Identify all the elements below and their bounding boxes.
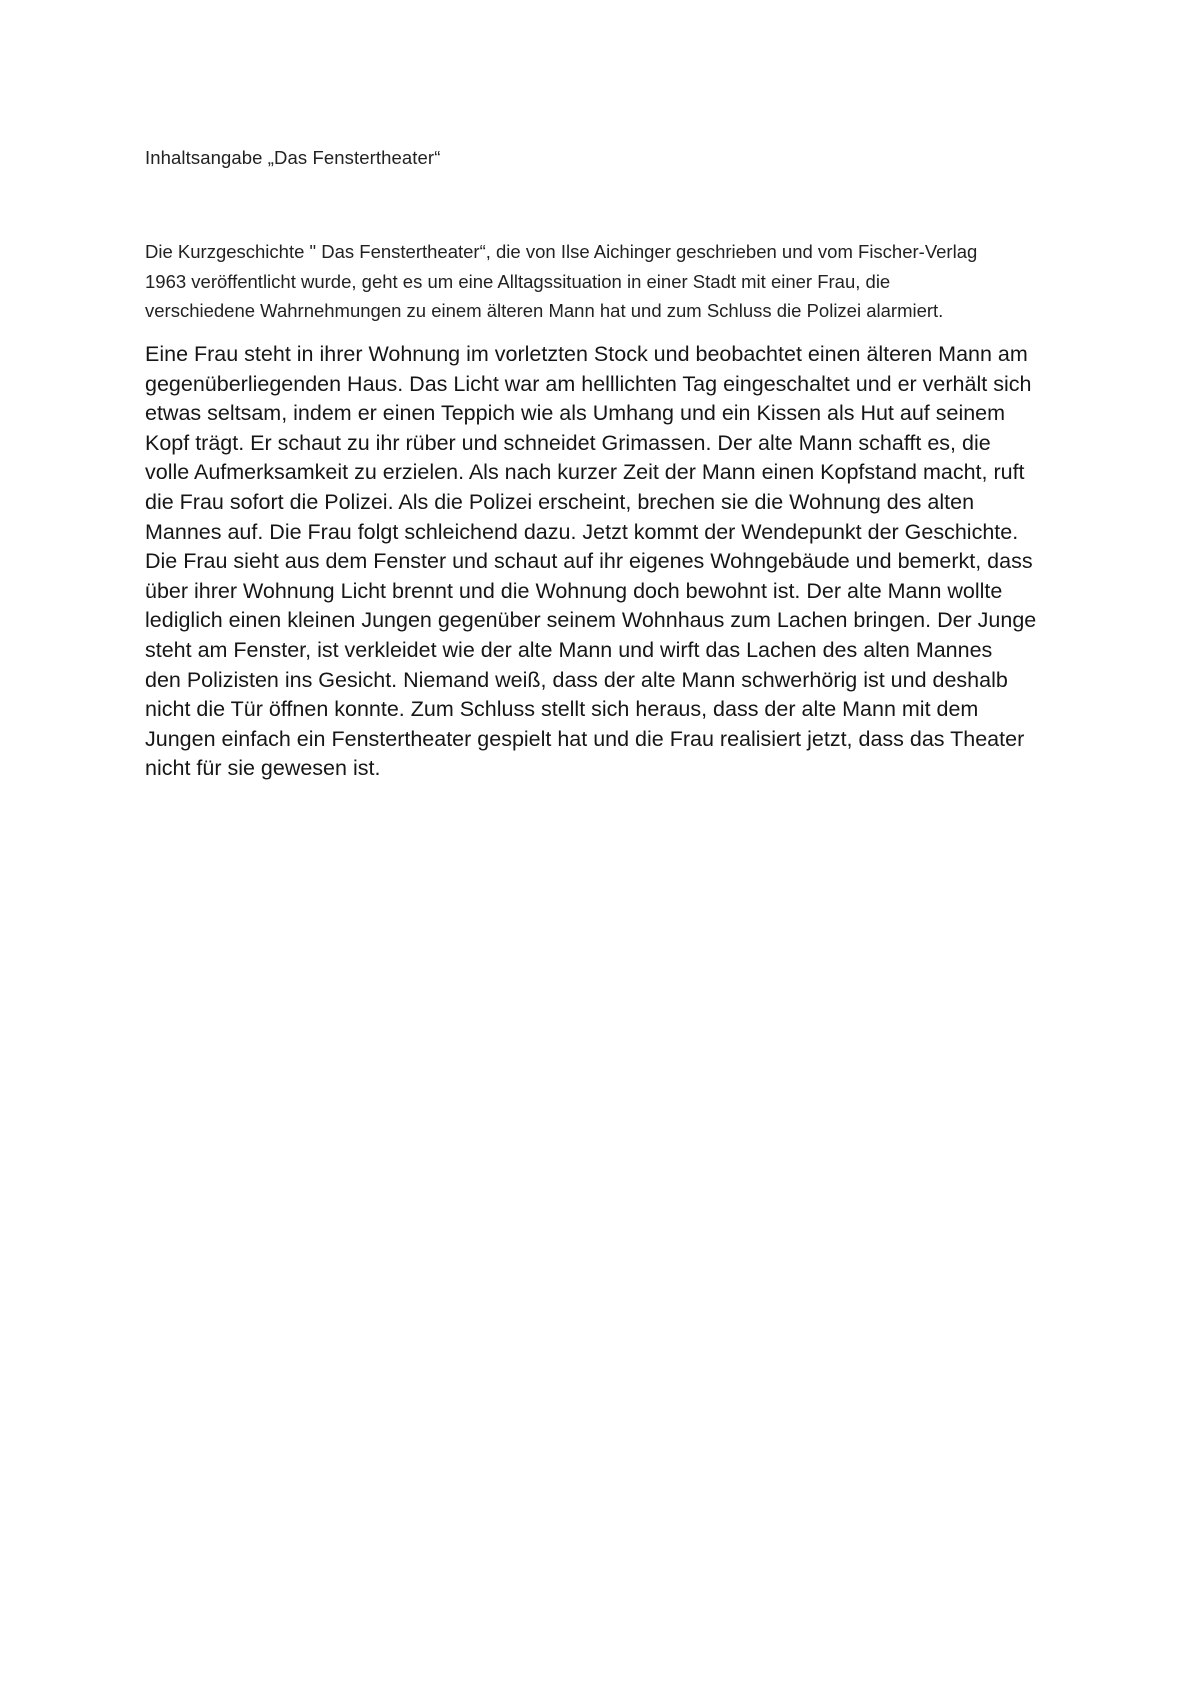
summary-line: steht am Fenster, ist verkleidet wie der alte Mann und wirft das Lachen des alten Mannes: [145, 637, 993, 662]
summary-line: gegenüberliegenden Haus. Das Licht war am helllichten Tag eingeschaltet und er verhält sich: [145, 371, 1032, 396]
summary-line: etwas seltsam, indem er einen Teppich wie als Umhang und ein Kissen als Hut auf seinem: [145, 401, 1006, 426]
summary-line: nicht die Tür öffnen konnte. Zum Schluss stellt sich heraus, dass der alte Mann mit dem: [145, 697, 979, 722]
summary-line: den Polizisten ins Gesicht. Niemand weiß, dass der alte Mann schwerhörig ist und deshalb: [145, 667, 1008, 692]
summary-line: lediglich einen kleinen Jungen gegenüber seinem Wohnhaus zum Lachen bringen. Der Junge: [145, 608, 1037, 633]
summary-line: Mannes auf. Die Frau folgt schleichend dazu. Jetzt kommt der Wendepunkt der Geschichte.: [145, 519, 1019, 544]
summary-line: nicht für sie gewesen ist.: [145, 756, 381, 781]
intro-line: 1963 veröffentlicht wurde, geht es um eine Alltagssituation in einer Stadt mit einer Frau, die: [145, 270, 891, 292]
summary-line: Kopf trägt. Er schaut zu ihr rüber und schneidet Grimassen. Der alte Mann schafft es, die: [145, 430, 991, 455]
summary-line: volle Aufmerksamkeit zu erzielen. Als nach kurzer Zeit der Mann einen Kopfstand macht, ruft: [145, 460, 1025, 485]
summary-line: über ihrer Wohnung Licht brennt und die Wohnung doch bewohnt ist. Der alte Mann wollte: [145, 578, 1003, 603]
document-title: Inhaltsangabe „Das Fenstertheater“: [145, 147, 441, 168]
summary-line: Eine Frau steht in ihrer Wohnung im vorletzten Stock und beobachtet einen älteren Mann am: [145, 342, 1028, 366]
summary-paragraph: [145, 340, 1085, 784]
intro-paragraph: [145, 237, 1075, 326]
intro-line: Die Kurzgeschichte " Das Fenstertheater“, die von Ilse Aichinger geschrieben und vom Fischer-Verlag: [145, 241, 978, 262]
intro-line: verschiedene Wahrnehmungen zu einem älteren Mann hat und zum Schluss die Polizei alarmiert.: [145, 300, 944, 321]
summary-line: Die Frau sieht aus dem Fenster und schaut auf ihr eigenes Wohngebäude und bemerkt, dass: [145, 549, 1033, 574]
summary-line: Jungen einfach ein Fenstertheater gespielt hat und die Frau realisiert jetzt, dass das Theater: [145, 726, 1025, 751]
summary-line: die Frau sofort die Polizei. Als die Polizei erscheint, brechen sie die Wohnung des alten: [145, 489, 975, 514]
